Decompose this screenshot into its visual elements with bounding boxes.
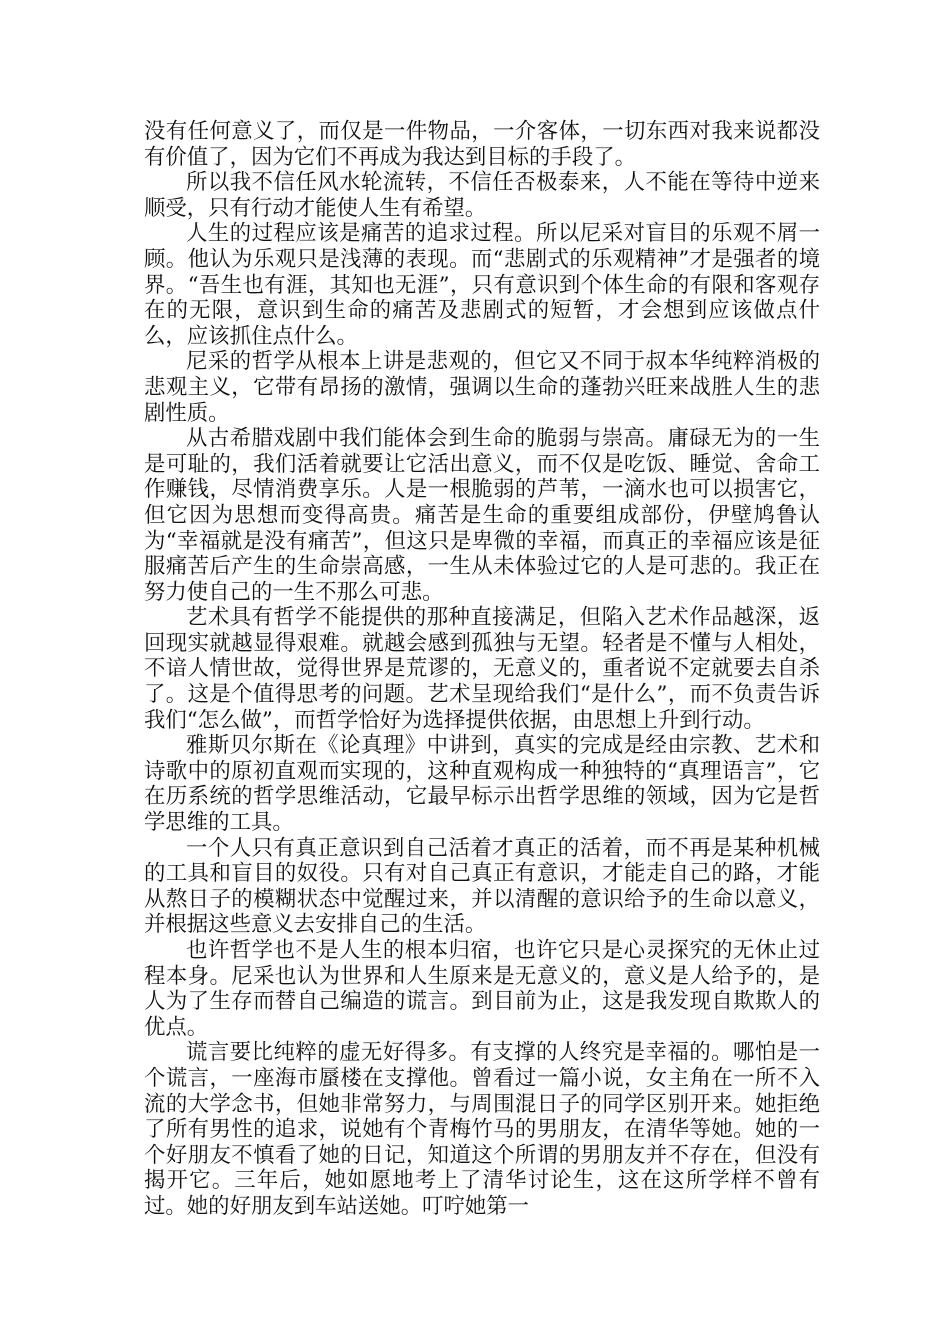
- paragraph-7: 雅斯贝尔斯在《论真理》中讲到，真实的完成是经由宗教、艺术和诗歌中的原初直观而实现的，这种直观构成一种独特的“真理语言”，它在历系统的哲学思维活动，它最早标示出哲学思维的领域，因为它是哲学思维的工具。: [144, 733, 820, 836]
- paragraph-1: 没有任何意义了，而仅是一件物品，一介客体，一切东西对我来说都没有价值了，因为它们不再成为我达到目标的手段了。: [144, 119, 820, 170]
- paragraph-6: 艺术具有哲学不能提供的那种直接满足，但陷入艺术作品越深，返回现实就越显得艰难。就越会感到孤独与无望。轻者是不懂与人相处，不谙人情世故，觉得世界是荒谬的，无意义的，重者说不定就要去自杀了。这是个值得思考的问题。艺术呈现给我们“是什么”，而不负责告诉我们“怎么做”，而哲学恰好为选择提供依据，由思想上升到行动。: [144, 605, 820, 733]
- article-body: [144, 119, 820, 1220]
- paragraph-4: 尼采的哲学从根本上讲是悲观的，但它又不同于叔本华纯粹消极的悲观主义，它带有昂扬的激情，强调以生命的蓬勃兴旺来战胜人生的悲剧性质。: [144, 349, 820, 426]
- paragraph-5: 从古希腊戏剧中我们能体会到生命的脆弱与崇高。庸碌无为的一生是可耻的，我们活着就要让它活出意义，而不仅是吃饭、睡觉、舍命工作赚钱，尽情消费享乐。人是一根脆弱的芦苇，一滴水也可以损害它，但它因为思想而变得高贵。痛苦是生命的重要组成部份，伊壁鸠鲁认为“幸福就是没有痛苦”，但这只是卑微的幸福，而真正的幸福应该是征服痛苦后产生的生命崇高感，一生从未体验过它的人是可悲的。我正在努力使自己的一生不那么可悲。: [144, 426, 820, 605]
- paragraph-9: 也许哲学也不是人生的根本归宿，也许它只是心灵探究的无休止过程本身。尼采也认为世界和人生原来是无意义的，意义是人给予的，是人为了生存而替自己编造的谎言。到目前为止，这是我发现自欺欺人的优点。: [144, 938, 820, 1040]
- paragraph-3: 人生的过程应该是痛苦的追求过程。所以尼采对盲目的乐观不屑一顾。他认为乐观只是浅薄的表现。而“悲剧式的乐观精神”才是强者的境界。“吾生也有涯，其知也无涯”，只有意识到个体生命的有限和客观存在的无限，意识到生命的痛苦及悲剧式的短暂，才会想到应该做点什么，应该抓住点什么。: [144, 221, 820, 349]
- paragraph-10: 谎言要比纯粹的虚无好得多。有支撑的人终究是幸福的。哪怕是一个谎言，一座海市蜃楼在支撑他。曾看过一篇小说，女主角在一所不入流的大学念书，但她非常努力，与周围混日子的同学区别开来。她拒绝了所有男性的追求，说她有个青梅竹马的男朋友，在清华等她。她的一个好朋友不慎看了她的日记，知道这个所谓的男朋友并不存在，但没有揭开它。三年后，她如愿地考上了清华讨论生，这在这所学样不曾有过。她的好朋友到车站送她。叮咛她第一: [144, 1040, 820, 1219]
- paragraph-2: 所以我不信任风水轮流转，不信任否极泰来，人不能在等待中逆来顺受，只有行动才能使人生有希望。: [144, 170, 820, 221]
- paragraph-8: 一个人只有真正意识到自己活着才真正的活着，而不再是某种机械的工具和盲目的奴役。只有对自己真正有意识，才能走自己的路，才能从熬日子的模糊状态中觉醒过来，并以清醒的意识给予的生命以意义，并根据这些意义去安排自己的生活。: [144, 835, 820, 938]
